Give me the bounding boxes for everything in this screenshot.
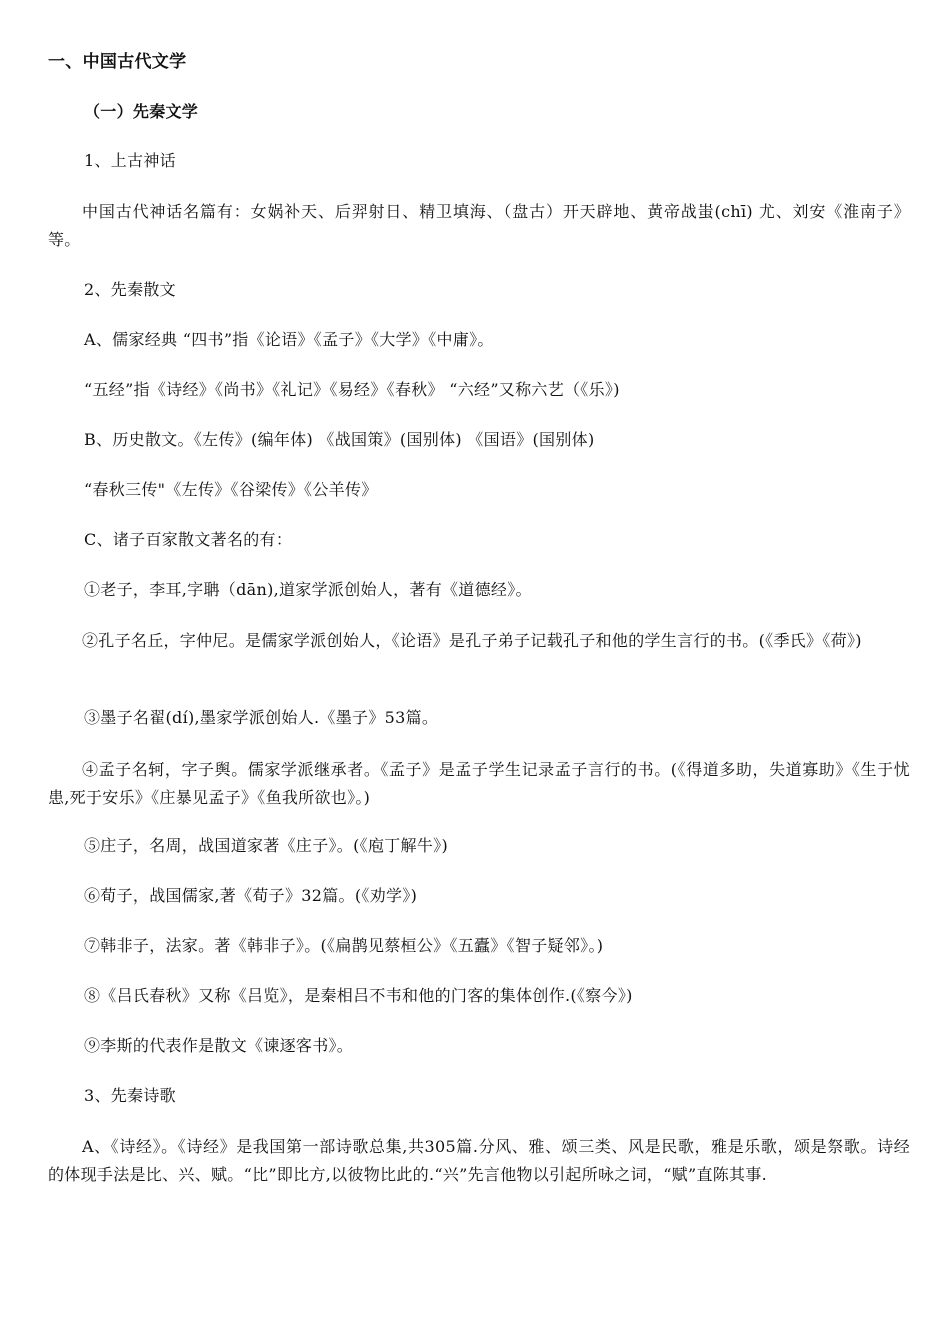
list-item-mencius: ④孟子名轲，字子舆。儒家学派继承者。《孟子》是孟子学生记录孟子言行的书。(《得道多助，失道寡助》《生于忧患,死于安乐》《庄暴见孟子》《鱼我所欲也》。) [48,760,910,807]
paragraph-five-classics: “五经”指《诗经》《尚书》《礼记》《易经》《春秋》 “六经”又称六艺（《乐》) [84,380,620,399]
paragraph-confucian-classics: A、儒家经典 “四书”指《论语》《孟子》《大学》《中庸》。 [84,330,494,349]
list-item-xunzi: ⑥荀子，战国儒家,著《荀子》32篇。(《劝学》) [84,886,418,905]
list-item-zhuangzi: ⑤庄子，名周，战国道家著《庄子》。(《庖丁解牛》) [84,836,448,855]
list-item-confucius: ②孔子名丘，字仲尼。是儒家学派创始人，《论语》是孔子弟子记载孔子和他的学生言行的书。(《季氏》《荷》) [82,631,862,650]
paragraph-historical-prose: B、历史散文。《左传》(编年体) 《战国策》(国别体) 《国语》(国别体) [84,430,595,449]
list-item-laozi: ①老子，李耳,字聃（dān),道家学派创始人，著有《道德经》。 [84,580,532,599]
paragraph-three-commentaries: “春秋三传"《左传》《谷梁传》《公羊传》 [84,480,378,499]
heading-prose: 2、先秦散文 [84,280,176,299]
heading-poetry: 3、先秦诗歌 [84,1086,176,1105]
list-item-hanfeizi: ⑦韩非子，法家。著《韩非子》。(《扁鹊见蔡桓公》《五蠹》《智子疑邻》。) [84,936,604,955]
paragraph-hundred-schools: C、诸子百家散文著名的有： [84,530,293,549]
paragraph-myth: 中国古代神话名篇有：女娲补天、后羿射日、精卫填海、（盘古）开天辟地、黄帝战蚩(chī) 尤、刘安《淮南子》等。 [48,202,910,249]
list-item-lisi: ⑨李斯的代表作是散文《谏逐客书》。 [84,1036,354,1055]
list-item-lushi-chunqiu: ⑧《吕氏春秋》又称《吕览》，是秦相吕不韦和他的门客的集体创作.(《察今》) [84,986,633,1005]
subsection-title: （一）先秦文学 [84,102,199,121]
paragraph-book-of-songs: A、《诗经》。《诗经》是我国第一部诗歌总集,共305篇.分风、雅、颂三类、风是民歌，雅是乐歌，颂是祭歌。诗经的体现手法是比、兴、赋。“比”即比方,以彼物比此的.“兴”先言他物以引起所咏之词，“赋”直陈其事. [48,1137,910,1184]
heading-myth: 1、上古神话 [84,151,176,170]
list-item-mozi: ③墨子名翟(dí),墨家学派创始人.《墨子》53篇。 [84,708,439,727]
section-title: 一、中国古代文学 [48,52,187,72]
